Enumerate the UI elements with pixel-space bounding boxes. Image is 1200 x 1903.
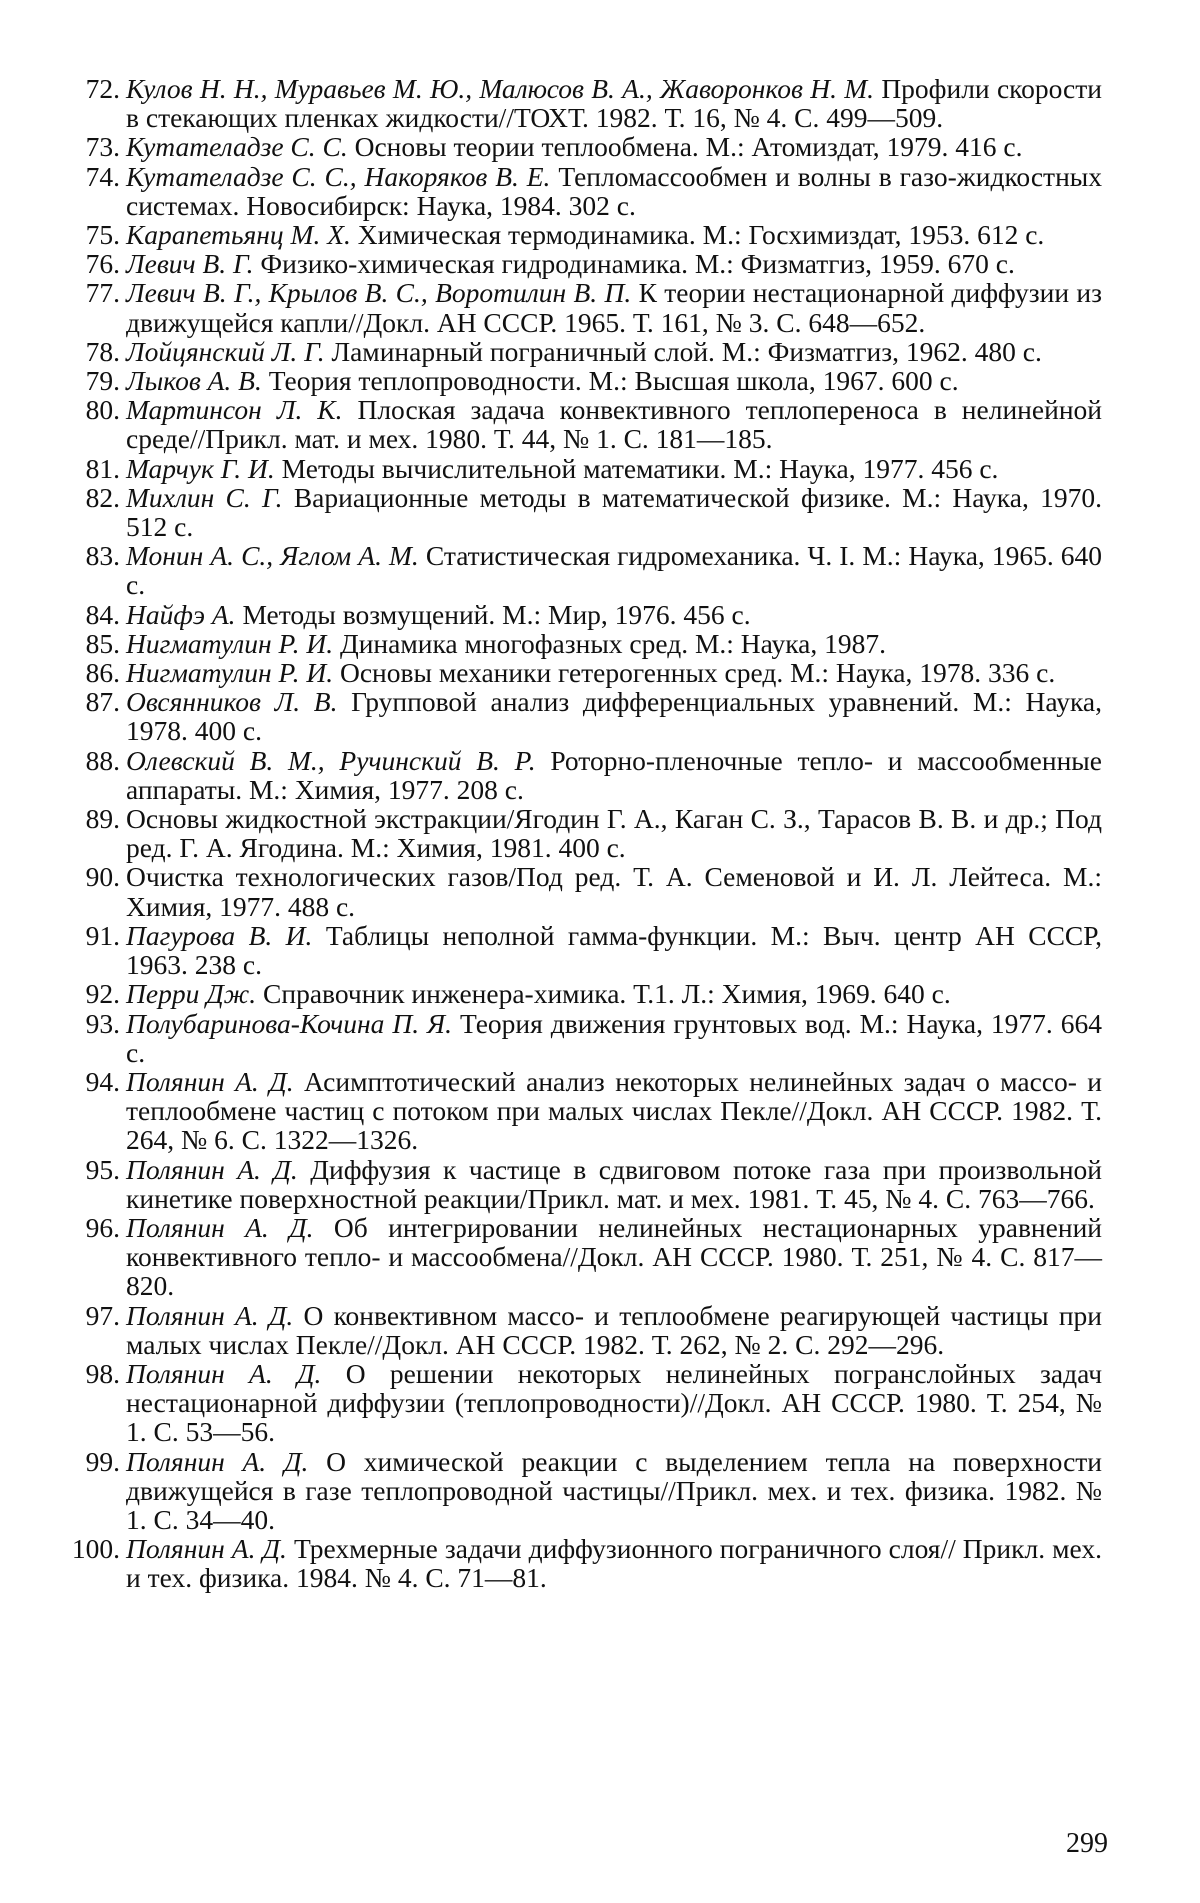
reference-item	[62, 1359, 1102, 1447]
reference-item	[62, 600, 1102, 629]
reference-body	[126, 540, 1102, 600]
reference-number: 89.	[85, 803, 120, 835]
reference-item	[62, 454, 1102, 483]
reference-number: 79.	[85, 365, 120, 397]
reference-item	[62, 629, 1102, 658]
reference-author: Полянин А. Д.	[126, 1211, 314, 1243]
reference-author: Нигматулин Р. И.	[126, 627, 334, 659]
reference-number: 91.	[85, 919, 120, 951]
reference-item	[62, 1213, 1102, 1301]
reference-author: Полянин А. Д.	[126, 1153, 298, 1185]
reference-item	[62, 249, 1102, 278]
reference-body	[126, 745, 1102, 805]
reference-author: Левич В. Г., Крылов В. С., Воротилин В. П.	[126, 277, 632, 309]
reference-body	[126, 978, 951, 1009]
reference-text: Трехмерные задачи диффузионного пограничного слоя// Прикл. мех. и тех. физика. 1984. № 4. С. 71—81.	[126, 1533, 1103, 1594]
reference-item	[62, 541, 1102, 599]
reference-author: Найфэ А.	[126, 598, 236, 630]
reference-author: Марчук Г. И.	[126, 452, 275, 484]
reference-author: Полянин А. Д.	[126, 1357, 322, 1389]
reference-number: 90.	[85, 861, 120, 893]
reference-author: Пагурова В. И.	[126, 919, 313, 951]
reference-author: Левич В. Г.	[126, 248, 254, 280]
reference-item	[62, 74, 1102, 132]
reference-number: 100.	[71, 1533, 120, 1565]
reference-number: 96.	[85, 1211, 120, 1243]
reference-author: Кутателадзе С. С.	[126, 131, 348, 163]
reference-body	[126, 1008, 1102, 1068]
reference-item	[62, 1155, 1102, 1213]
reference-text: Физико-химическая гидродинамика. М.: Физматгиз, 1959. 670 с.	[260, 248, 1015, 280]
reference-author: Лыков А. В.	[126, 365, 262, 397]
reference-author: Нигматулин Р. И.	[126, 657, 334, 689]
reference-item	[62, 366, 1102, 395]
reference-body	[126, 686, 1102, 746]
reference-text: Методы вычислительной математики. М.: Наука, 1977. 456 с.	[281, 452, 999, 484]
reference-author: Перри Дж.	[126, 978, 257, 1010]
reference-number: 94.	[85, 1065, 120, 1097]
reference-item	[62, 337, 1102, 366]
reference-body	[126, 861, 1102, 921]
reference-number: 87.	[85, 686, 120, 718]
reference-number: 85.	[85, 627, 120, 659]
reference-author: Полянин А. Д.	[126, 1445, 309, 1477]
reference-text: Групповой анализ дифференциальных уравнений. М.: Наука, 1978. 400 с.	[126, 686, 1102, 747]
reference-number: 93.	[85, 1007, 120, 1039]
reference-author: Олевский В. М., Ручинский В. Р.	[126, 744, 536, 776]
reference-item	[62, 687, 1102, 745]
reference-body	[126, 453, 998, 484]
reference-author: Полянин А. Д.	[126, 1533, 287, 1565]
reference-author: Кулов Н. Н., Муравьев М. Ю., Малюсов В. А., Жаворонков Н. М.	[126, 73, 875, 104]
reference-text: Ламинарный пограничный слой. М.: Физматгиз, 1962. 480 с.	[331, 335, 1042, 367]
reference-item	[62, 1447, 1102, 1535]
reference-author: Лойцянский Л. Г.	[126, 335, 325, 367]
reference-text: Основы механики гетерогенных сред. М.: Наука, 1978. 336 с.	[339, 657, 1056, 689]
reference-text: Профили скорости в стекающих пленках жидкости//ТОХТ. 1982. Т. 16, № 4. С. 499—509.	[126, 73, 1102, 134]
reference-item	[62, 278, 1102, 336]
reference-body	[126, 394, 1102, 454]
reference-author: Кутателадзе С. С., Накоряков В. Е.	[126, 160, 551, 192]
reference-body	[126, 1212, 1102, 1301]
reference-number: 75.	[85, 219, 120, 251]
reference-text: О конвективном массо- и теплообмене реагирующей частицы при малых числах Пекле//Докл. АН СССР. 1982. Т. 262, № 2. С. 292—296.	[126, 1299, 1102, 1360]
reference-text: Роторно-пленочные тепло- и массообменные аппараты. М.: Химия, 1977. 208 с.	[126, 744, 1102, 805]
reference-item	[62, 804, 1102, 862]
reference-item	[62, 746, 1102, 804]
reference-body	[126, 1154, 1102, 1214]
reference-body	[126, 161, 1102, 221]
reference-text: Асимптотический анализ некоторых нелинейных задач о массо- и теплообмене частиц с потоком при малых числах Пекле//Докл. АН СССР. 1982. Т. 264, № 6. С. 1322—1326.	[126, 1065, 1103, 1156]
reference-body	[126, 599, 751, 630]
reference-body	[126, 336, 1042, 367]
reference-body	[126, 1066, 1102, 1155]
reference-text: Вариационные методы в математической физике. М.: Наука, 1970. 512 с.	[126, 481, 1103, 543]
reference-author: Карапетьянц М. Х.	[126, 219, 351, 251]
reference-body	[126, 1358, 1102, 1447]
reference-item	[62, 483, 1102, 541]
reference-number: 92.	[85, 978, 120, 1010]
reference-text: О решении некоторых нелинейных погранслойных задач нестационарной диффузии (теплопроводности)//Докл. АН СССР. 1980. Т. 254, № 1. С. 53—56.	[126, 1357, 1103, 1448]
reference-number: 82.	[85, 481, 120, 513]
reference-text: Справочник инженера-химика. Т.1. Л.: Химия, 1969. 640 с.	[263, 978, 951, 1010]
reference-body	[126, 920, 1102, 980]
reference-item	[62, 658, 1102, 687]
reference-item	[62, 132, 1102, 161]
reference-number: 78.	[85, 335, 120, 367]
reference-number: 76.	[85, 248, 120, 280]
reference-text: Методы возмущений. М.: Мир, 1976. 456 с.	[242, 598, 751, 630]
reference-number: 72.	[85, 73, 120, 104]
reference-body	[126, 277, 1102, 337]
reference-item	[62, 1534, 1102, 1592]
reference-number: 95.	[85, 1153, 120, 1185]
reference-number: 73.	[85, 131, 120, 163]
reference-author: Овсянников Л. В.	[126, 686, 338, 718]
reference-text: Теория теплопроводности. М.: Высшая школа, 1967. 600 с.	[268, 365, 959, 397]
reference-body	[126, 365, 959, 396]
reference-number: 81.	[85, 452, 120, 484]
reference-body	[126, 248, 1015, 279]
reference-author: Михлин С. Г.	[126, 481, 283, 513]
reference-item	[62, 1067, 1102, 1155]
reference-number: 77.	[85, 277, 120, 309]
reference-author: Полянин А. Д.	[126, 1299, 294, 1331]
reference-text: К теории нестационарной диффузии из движущейся капли//Докл. АН СССР. 1965. Т. 161, № 3. С. 648—652.	[126, 277, 1103, 338]
reference-text: Статистическая гидромеханика. Ч. I. М.: Наука, 1965. 640 с.	[126, 540, 1103, 601]
reference-number: 97.	[85, 1299, 120, 1331]
reference-item	[62, 162, 1102, 220]
reference-text: Плоская задача конвективного теплопереноса в нелинейной среде//Прикл. мат. и мех. 1980. Т. 44, № 1. С. 181—185.	[126, 394, 1102, 455]
reference-body	[126, 482, 1102, 542]
reference-body	[126, 803, 1102, 863]
reference-body	[126, 1300, 1102, 1360]
reference-number: 88.	[85, 744, 120, 776]
reference-number: 84.	[85, 598, 120, 630]
reference-item	[62, 220, 1102, 249]
reference-text: Основы теории теплообмена. М.: Атомиздат, 1979. 416 с.	[354, 131, 1023, 163]
reference-author: Полубаринова-Кочина П. Я.	[126, 1007, 452, 1039]
reference-item	[62, 1301, 1102, 1359]
reference-number: 98.	[85, 1357, 120, 1389]
reference-author: Монин А. С., Яглом А. М.	[126, 540, 419, 572]
reference-number: 74.	[85, 160, 120, 192]
reference-list	[62, 74, 1102, 1593]
reference-text: Об интегрировании нелинейных нестационарных уравнений конвективного тепло- и массообмена//Докл. АН СССР. 1980. Т. 251, № 4. С. 817—820.	[126, 1211, 1103, 1302]
reference-number: 83.	[85, 540, 120, 572]
reference-text: Химическая термодинамика. М.: Госхимиздат, 1953. 612 с.	[357, 219, 1045, 251]
reference-item	[62, 979, 1102, 1008]
reference-text: Основы жидкостной экстракции/Ягодин Г. А., Каган С. З., Тарасов В. В. и др.; Под ред. Г. А. Ягодина. М.: Химия, 1981. 400 с.	[126, 803, 1102, 864]
reference-text: Тепломассообмен и волны в газо-жидкостных системах. Новосибирск: Наука, 1984. 302 с.	[126, 160, 1103, 221]
reference-author: Мартинсон Л. К.	[126, 394, 343, 426]
reference-text: Очистка технологических газов/Под ред. Т. А. Семеновой и И. Л. Лейтеса. М.: Химия, 1977. 488 с.	[126, 861, 1102, 922]
reference-number: 86.	[85, 657, 120, 689]
reference-item	[62, 862, 1102, 920]
reference-item	[62, 395, 1102, 453]
reference-number: 80.	[85, 394, 120, 426]
reference-text: О химической реакции с выделением тепла на поверхности движущейся в газе теплопроводной частицы//Прикл. мех. и тех. физика. 1982. № 1. С. 34—40.	[126, 1445, 1103, 1535]
reference-text: Динамика многофазных сред. М.: Наука, 1987.	[339, 627, 886, 659]
reference-body	[126, 131, 1023, 162]
reference-body	[126, 1446, 1102, 1535]
reference-text: Теория движения грунтовых вод. М.: Наука, 1977. 664 с.	[126, 1007, 1103, 1068]
reference-item	[62, 1009, 1102, 1067]
reference-body	[126, 219, 1044, 250]
reference-item	[62, 921, 1102, 979]
reference-author: Полянин А. Д.	[126, 1065, 294, 1097]
reference-body	[126, 657, 1055, 688]
reference-number: 99.	[85, 1445, 120, 1477]
reference-body	[126, 73, 1102, 133]
reference-text: Таблицы неполной гамма-функции. М.: Выч. центр АН СССР, 1963. 238 с.	[126, 919, 1103, 981]
reference-body	[126, 1533, 1102, 1593]
page-number: 299	[1066, 1828, 1108, 1859]
reference-text: Диффузия к частице в сдвиговом потоке газа при произвольной кинетике поверхностной реакции/Прикл. мат. и мех. 1981. Т. 45, № 4. С. 763—766.	[126, 1153, 1102, 1214]
reference-body	[126, 628, 886, 659]
